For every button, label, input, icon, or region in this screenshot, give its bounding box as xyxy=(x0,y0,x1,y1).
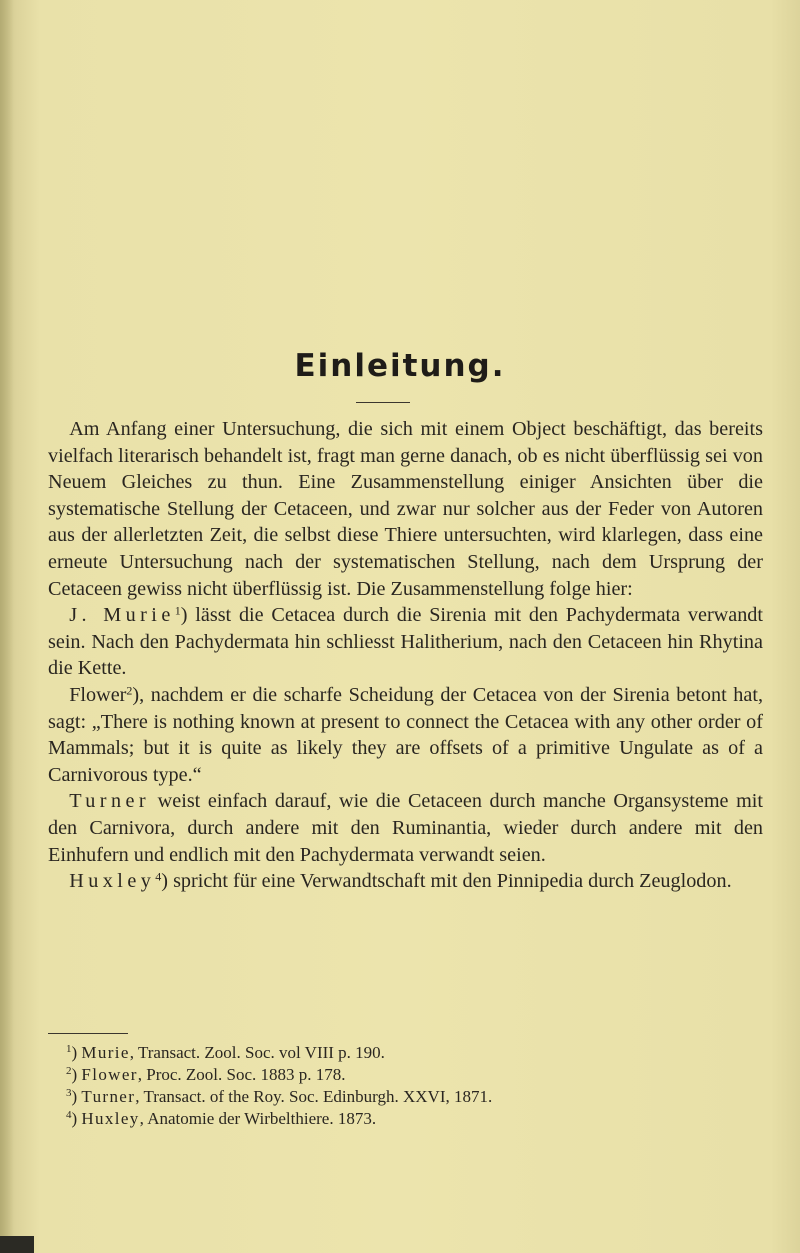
paragraph-flower xyxy=(48,682,763,788)
footnote-author: Huxley xyxy=(81,1109,140,1128)
footnote-ref: 1 xyxy=(174,603,181,618)
author-name: Huxley xyxy=(69,870,156,893)
heading-rule xyxy=(356,402,410,403)
author-name: J. Murie xyxy=(69,604,175,627)
paragraph-text: weist einfach darauf, wie die Cetaceen durch manche Organsysteme mit den Carnivora, durch andere mit den Ruminantia, wieder durch andere mit den Einhufern und endlich mit den Pachydermata verwandt seien. xyxy=(48,790,763,866)
footnote-author: Murie xyxy=(81,1043,130,1062)
footnote-ref: 2 xyxy=(126,683,133,698)
paragraph-turner xyxy=(48,788,763,868)
footnote-2: $^2$) Flower, Proc. Zool. Soc. 1883 p. 178. xyxy=(66,1064,346,1084)
footnote-mark: 2 xyxy=(66,1064,72,1077)
paragraph-text: ) spricht für eine Verwandtschaft mit den Pinnipedia durch Zeuglodon. xyxy=(161,870,732,893)
footnote-4: $^4$) Huxley, Anatomie der Wirbelthiere. 1873. xyxy=(66,1108,377,1128)
footnote-mark: 3 xyxy=(66,1086,72,1099)
spine-shadow xyxy=(0,0,14,1253)
paragraph-text: ), nachdem er die scharfe Scheidung der Cetacea von der Sirenia betont hat, sagt: „There is nothing known at present to connect the Cetacea with any other order of Mammals; but it is quite as likely they are offsets of a primitive Ungulate as of a Carnivorous type.“ xyxy=(48,683,763,786)
footnote-rule xyxy=(48,1033,128,1034)
footnote-text: , Anatomie der Wirbelthiere. 1873. xyxy=(139,1109,377,1128)
footnote-text: , Proc. Zool. Soc. 1883 p. 178. xyxy=(137,1065,346,1084)
scan-edge-mark xyxy=(0,1236,34,1253)
chapter-heading: Einleitung. xyxy=(294,348,506,384)
footnotes xyxy=(66,1042,766,1130)
footnote-3: $^3$) Turner, Transact. of the Roy. Soc. Edinburgh. XXVI, 1871. xyxy=(66,1086,493,1106)
paragraph-text: ) lässt die Cetacea durch die Sirenia mit den Pachydermata verwandt sein. Nach den Pachydermata hin schliesst Halitherium, nach den Cetaceen hin Rhytina die Kette. xyxy=(48,604,764,680)
body-text xyxy=(48,416,763,895)
author-name: Turner xyxy=(69,790,151,813)
paragraph-intro: Am Anfang einer Untersuchung, die sich mit einem Object beschäftigt, das bereits vielfach literarisch behandelt ist, fragt man gerne danach, ob es nicht überflüssig sei von Neuem Gleiches zu thun. Eine Zusammenstellung einiger Ansichten über die systematische Stellung der Cetaceen, und zwar nur solcher aus der Feder von Autoren aus der allerletzten Zeit, die selbst diese Thiere untersuchten, wird klarlegen, dass eine erneute Untersuchung nach der systematischen Stellung, nach dem Ursprung der Cetaceen gewiss nicht überflüssig ist. Die Zusammenstellung folge hier: xyxy=(48,418,763,600)
footnote-text: , Transact. of the Roy. Soc. Edinburgh. XXVI, 1871. xyxy=(135,1087,493,1106)
paragraph-murie xyxy=(48,602,763,682)
author-name: Flower xyxy=(69,683,127,706)
footnote-1: $^1$) Murie, Transact. Zool. Soc. vol VIII p. 190. xyxy=(66,1042,385,1062)
footnote-mark: 1 xyxy=(66,1042,72,1055)
footnote-ref: 4 xyxy=(155,869,162,884)
paragraph-huxley xyxy=(48,868,763,895)
footnote-author: Flower xyxy=(81,1065,138,1084)
footnote-text: , Transact. Zool. Soc. vol VIII p. 190. xyxy=(129,1043,385,1062)
footnote-mark: 4 xyxy=(66,1108,72,1121)
footnote-author: Turner xyxy=(81,1087,136,1106)
